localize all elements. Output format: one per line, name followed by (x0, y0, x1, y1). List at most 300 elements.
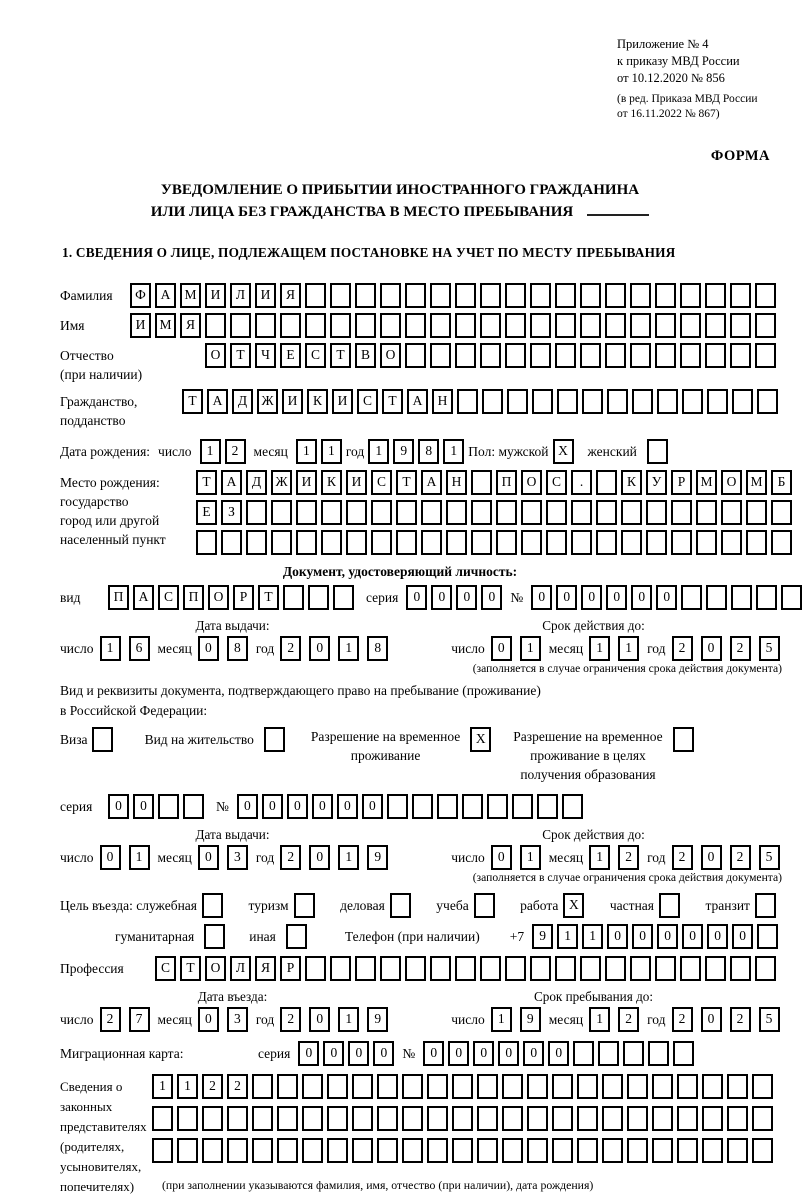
cell[interactable]: Т (230, 343, 251, 368)
res-number-input[interactable] (237, 794, 587, 819)
cell[interactable] (602, 1074, 623, 1099)
cell[interactable]: 0 (701, 845, 722, 870)
cell[interactable] (730, 343, 751, 368)
cell[interactable] (555, 283, 576, 308)
cell[interactable] (305, 956, 326, 981)
residence-permit-checkbox[interactable] (264, 727, 285, 752)
cell[interactable]: К (307, 389, 328, 414)
cell[interactable] (296, 500, 317, 525)
cell[interactable] (505, 956, 526, 981)
cell[interactable] (727, 1106, 748, 1131)
legal-rep-row1-input[interactable] (152, 1074, 777, 1099)
cell[interactable] (596, 530, 617, 555)
cell[interactable]: Т (180, 956, 201, 981)
cell[interactable] (352, 1074, 373, 1099)
cell[interactable] (471, 470, 492, 495)
cell[interactable] (396, 530, 417, 555)
cell[interactable]: 2 (280, 636, 301, 661)
cell[interactable] (527, 1074, 548, 1099)
cell[interactable] (706, 585, 727, 610)
cell[interactable]: О (721, 470, 742, 495)
cell[interactable] (430, 343, 451, 368)
cell[interactable] (412, 794, 433, 819)
cell[interactable] (696, 530, 717, 555)
cell[interactable] (596, 470, 617, 495)
stay-year-input[interactable] (672, 1007, 788, 1032)
cell[interactable]: 5 (759, 1007, 780, 1032)
cell[interactable] (727, 1074, 748, 1099)
cell[interactable] (580, 956, 601, 981)
cell[interactable] (630, 313, 651, 338)
cell[interactable] (671, 500, 692, 525)
temp-residence-checkbox[interactable]: X (470, 727, 491, 752)
cell[interactable] (371, 530, 392, 555)
cell[interactable] (355, 313, 376, 338)
cell[interactable]: 1 (177, 1074, 198, 1099)
cell[interactable]: 0 (337, 794, 358, 819)
cell[interactable] (705, 956, 726, 981)
cell[interactable] (627, 1074, 648, 1099)
cell[interactable] (627, 1138, 648, 1163)
cell[interactable] (680, 313, 701, 338)
cell[interactable] (183, 794, 204, 819)
cell[interactable]: 0 (362, 794, 383, 819)
cell[interactable] (646, 530, 667, 555)
cell[interactable]: П (183, 585, 204, 610)
cell[interactable] (552, 1074, 573, 1099)
phone-input[interactable] (532, 924, 782, 949)
purpose-transit-checkbox[interactable] (755, 893, 776, 918)
cell[interactable] (707, 389, 728, 414)
cell[interactable]: 1 (200, 439, 221, 464)
legal-rep-row3-input[interactable] (152, 1138, 777, 1163)
cell[interactable] (277, 1106, 298, 1131)
cell[interactable] (321, 500, 342, 525)
cell[interactable] (730, 283, 751, 308)
cell[interactable]: Т (196, 470, 217, 495)
cell[interactable]: 1 (491, 1007, 512, 1032)
cell[interactable]: Е (280, 343, 301, 368)
cell[interactable] (480, 343, 501, 368)
cell[interactable] (721, 530, 742, 555)
cell[interactable]: О (208, 585, 229, 610)
cell[interactable] (227, 1138, 248, 1163)
cell[interactable]: 0 (198, 845, 219, 870)
cell[interactable] (246, 500, 267, 525)
citizenship-input[interactable] (182, 389, 782, 414)
cell[interactable] (755, 343, 776, 368)
cell[interactable]: 8 (418, 439, 439, 464)
cell[interactable]: А (155, 283, 176, 308)
cell[interactable] (552, 1106, 573, 1131)
cell[interactable] (623, 1041, 644, 1066)
cell[interactable] (705, 283, 726, 308)
cell[interactable] (477, 1106, 498, 1131)
cell[interactable] (596, 500, 617, 525)
cell[interactable]: Я (180, 313, 201, 338)
cell[interactable]: 5 (759, 845, 780, 870)
cell[interactable]: А (221, 470, 242, 495)
cell[interactable]: 0 (701, 636, 722, 661)
cell[interactable]: Р (280, 956, 301, 981)
cell[interactable] (746, 530, 767, 555)
cell[interactable] (532, 389, 553, 414)
stay-day-input[interactable] (491, 1007, 549, 1032)
cell[interactable]: А (421, 470, 442, 495)
cell[interactable] (730, 956, 751, 981)
cell[interactable] (702, 1106, 723, 1131)
birth-month-input[interactable] (296, 439, 346, 464)
cell[interactable]: И (332, 389, 353, 414)
cell[interactable] (605, 283, 626, 308)
cell[interactable]: О (205, 343, 226, 368)
cell[interactable] (152, 1138, 173, 1163)
cell[interactable]: 0 (548, 1041, 569, 1066)
cell[interactable] (771, 530, 792, 555)
cell[interactable] (577, 1138, 598, 1163)
cell[interactable] (330, 283, 351, 308)
cell[interactable] (230, 313, 251, 338)
cell[interactable] (530, 283, 551, 308)
cell[interactable]: К (321, 470, 342, 495)
cell[interactable]: 2 (672, 636, 693, 661)
cell[interactable] (580, 343, 601, 368)
cell[interactable] (605, 956, 626, 981)
cell[interactable]: 1 (338, 636, 359, 661)
cell[interactable] (655, 313, 676, 338)
cell[interactable]: 1 (589, 1007, 610, 1032)
cell[interactable] (632, 389, 653, 414)
cell[interactable] (507, 389, 528, 414)
cell[interactable] (482, 389, 503, 414)
cell[interactable] (652, 1106, 673, 1131)
cell[interactable] (227, 1106, 248, 1131)
id-issue-day-input[interactable] (100, 636, 158, 661)
cell[interactable]: М (746, 470, 767, 495)
cell[interactable] (202, 1138, 223, 1163)
cell[interactable]: 1 (520, 636, 541, 661)
cell[interactable]: 0 (100, 845, 121, 870)
cell[interactable] (452, 1106, 473, 1131)
cell[interactable] (446, 500, 467, 525)
cell[interactable] (427, 1106, 448, 1131)
cell[interactable] (680, 956, 701, 981)
doc-series-input[interactable] (406, 585, 506, 610)
cell[interactable]: Ч (255, 343, 276, 368)
res-issue-year-input[interactable] (280, 845, 396, 870)
cell[interactable] (330, 313, 351, 338)
cell[interactable] (705, 313, 726, 338)
cell[interactable] (421, 500, 442, 525)
purpose-official-checkbox[interactable] (202, 893, 223, 918)
cell[interactable] (480, 313, 501, 338)
cell[interactable]: Л (230, 283, 251, 308)
cell[interactable] (205, 313, 226, 338)
cell[interactable]: 0 (323, 1041, 344, 1066)
cell[interactable]: 0 (473, 1041, 494, 1066)
cell[interactable]: 0 (309, 845, 330, 870)
cell[interactable]: О (380, 343, 401, 368)
cell[interactable] (271, 530, 292, 555)
cell[interactable] (696, 500, 717, 525)
cell[interactable] (521, 500, 542, 525)
cell[interactable] (677, 1138, 698, 1163)
cell[interactable] (246, 530, 267, 555)
cell[interactable]: 2 (672, 845, 693, 870)
cell[interactable]: 1 (321, 439, 342, 464)
cell[interactable] (655, 956, 676, 981)
cell[interactable]: 1 (338, 845, 359, 870)
cell[interactable]: 0 (607, 924, 628, 949)
cell[interactable] (555, 343, 576, 368)
cell[interactable] (430, 313, 451, 338)
cell[interactable] (673, 1041, 694, 1066)
cell[interactable]: У (646, 470, 667, 495)
cell[interactable] (730, 313, 751, 338)
cell[interactable]: И (296, 470, 317, 495)
cell[interactable] (627, 1106, 648, 1131)
cell[interactable]: О (521, 470, 542, 495)
cell[interactable] (537, 794, 558, 819)
cell[interactable] (277, 1074, 298, 1099)
cell[interactable] (746, 500, 767, 525)
cell[interactable]: И (205, 283, 226, 308)
cell[interactable] (327, 1106, 348, 1131)
cell[interactable]: 1 (520, 845, 541, 870)
cell[interactable] (605, 313, 626, 338)
surname-input[interactable] (130, 283, 780, 308)
cell[interactable]: 0 (198, 1007, 219, 1032)
res-issue-month-input[interactable] (198, 845, 256, 870)
cell[interactable]: 8 (367, 636, 388, 661)
cell[interactable]: 2 (280, 1007, 301, 1032)
mig-number-input[interactable] (423, 1041, 698, 1066)
res-series-input[interactable] (108, 794, 208, 819)
cell[interactable] (377, 1106, 398, 1131)
cell[interactable]: 0 (657, 924, 678, 949)
cell[interactable] (252, 1138, 273, 1163)
id-issue-year-input[interactable] (280, 636, 396, 661)
cell[interactable] (502, 1106, 523, 1131)
cell[interactable]: . (571, 470, 592, 495)
cell[interactable] (352, 1106, 373, 1131)
cell[interactable]: 0 (262, 794, 283, 819)
cell[interactable]: 1 (152, 1074, 173, 1099)
cell[interactable]: Ж (257, 389, 278, 414)
cell[interactable] (755, 956, 776, 981)
cell[interactable]: К (621, 470, 642, 495)
cell[interactable] (655, 343, 676, 368)
cell[interactable] (377, 1074, 398, 1099)
cell[interactable]: 5 (759, 636, 780, 661)
female-checkbox[interactable] (647, 439, 668, 464)
cell[interactable] (333, 585, 354, 610)
cell[interactable]: 0 (133, 794, 154, 819)
cell[interactable] (555, 313, 576, 338)
cell[interactable]: 1 (589, 636, 610, 661)
cell[interactable] (252, 1074, 273, 1099)
cell[interactable] (255, 313, 276, 338)
cell[interactable]: 0 (237, 794, 258, 819)
cell[interactable]: 0 (287, 794, 308, 819)
cell[interactable]: 6 (129, 636, 150, 661)
cell[interactable]: 0 (701, 1007, 722, 1032)
cell[interactable]: 1 (100, 636, 121, 661)
cell[interactable] (402, 1106, 423, 1131)
cell[interactable]: Т (182, 389, 203, 414)
cell[interactable] (446, 530, 467, 555)
cell[interactable] (355, 283, 376, 308)
purpose-private-checkbox[interactable] (659, 893, 680, 918)
cell[interactable] (480, 283, 501, 308)
cell[interactable] (562, 794, 583, 819)
cell[interactable] (705, 343, 726, 368)
purpose-business-checkbox[interactable] (390, 893, 411, 918)
cell[interactable]: 0 (523, 1041, 544, 1066)
cell[interactable] (555, 956, 576, 981)
cell[interactable]: З (221, 500, 242, 525)
id-valid-day-input[interactable] (491, 636, 549, 661)
cell[interactable] (727, 1138, 748, 1163)
cell[interactable]: Т (330, 343, 351, 368)
cell[interactable] (755, 313, 776, 338)
legal-rep-row2-input[interactable] (152, 1106, 777, 1131)
cell[interactable]: 0 (631, 585, 652, 610)
cell[interactable]: 0 (108, 794, 129, 819)
cell[interactable] (455, 283, 476, 308)
cell[interactable] (302, 1074, 323, 1099)
cell[interactable]: Т (258, 585, 279, 610)
cell[interactable]: В (355, 343, 376, 368)
cell[interactable]: С (305, 343, 326, 368)
cell[interactable] (527, 1138, 548, 1163)
stay-month-input[interactable] (589, 1007, 647, 1032)
cell[interactable] (521, 530, 542, 555)
cell[interactable]: 0 (431, 585, 452, 610)
cell[interactable]: 2 (730, 1007, 751, 1032)
cell[interactable] (530, 343, 551, 368)
cell[interactable]: 0 (606, 585, 627, 610)
cell[interactable] (621, 500, 642, 525)
cell[interactable] (677, 1106, 698, 1131)
cell[interactable] (732, 389, 753, 414)
purpose-study-checkbox[interactable] (474, 893, 495, 918)
cell[interactable] (580, 283, 601, 308)
cell[interactable]: М (155, 313, 176, 338)
cell[interactable] (771, 500, 792, 525)
cell[interactable] (302, 1106, 323, 1131)
cell[interactable] (530, 313, 551, 338)
cell[interactable] (655, 283, 676, 308)
cell[interactable] (755, 283, 776, 308)
cell[interactable]: 1 (582, 924, 603, 949)
cell[interactable]: Д (246, 470, 267, 495)
cell[interactable] (571, 530, 592, 555)
cell[interactable]: 0 (732, 924, 753, 949)
cell[interactable]: 2 (672, 1007, 693, 1032)
cell[interactable]: 0 (373, 1041, 394, 1066)
cell[interactable]: М (696, 470, 717, 495)
cell[interactable]: 7 (129, 1007, 150, 1032)
cell[interactable] (781, 585, 802, 610)
cell[interactable] (530, 956, 551, 981)
cell[interactable] (455, 343, 476, 368)
mig-series-input[interactable] (298, 1041, 398, 1066)
cell[interactable] (471, 530, 492, 555)
cell[interactable] (405, 343, 426, 368)
cell[interactable]: Д (232, 389, 253, 414)
cell[interactable] (396, 500, 417, 525)
birthplace-row3-input[interactable] (196, 530, 796, 555)
entry-year-input[interactable] (280, 1007, 396, 1032)
cell[interactable] (546, 530, 567, 555)
cell[interactable]: 1 (589, 845, 610, 870)
cell[interactable] (430, 956, 451, 981)
birth-day-input[interactable] (200, 439, 250, 464)
cell[interactable] (702, 1074, 723, 1099)
cell[interactable] (387, 794, 408, 819)
cell[interactable] (402, 1074, 423, 1099)
cell[interactable] (380, 313, 401, 338)
birthplace-row1-input[interactable] (196, 470, 796, 495)
cell[interactable]: 1 (557, 924, 578, 949)
cell[interactable] (757, 389, 778, 414)
cell[interactable] (573, 1041, 594, 1066)
id-issue-month-input[interactable] (198, 636, 256, 661)
birth-year-input[interactable] (368, 439, 468, 464)
cell[interactable]: 0 (556, 585, 577, 610)
cell[interactable]: 0 (423, 1041, 444, 1066)
cell[interactable] (496, 500, 517, 525)
cell[interactable]: 2 (202, 1074, 223, 1099)
doc-type-input[interactable] (108, 585, 358, 610)
cell[interactable]: 0 (312, 794, 333, 819)
res-valid-month-input[interactable] (589, 845, 647, 870)
cell[interactable]: 0 (448, 1041, 469, 1066)
cell[interactable] (221, 530, 242, 555)
cell[interactable] (602, 1106, 623, 1131)
cell[interactable]: С (158, 585, 179, 610)
cell[interactable] (405, 313, 426, 338)
cell[interactable] (330, 956, 351, 981)
cell[interactable]: 1 (618, 636, 639, 661)
cell[interactable] (527, 1106, 548, 1131)
birthplace-row2-input[interactable] (196, 500, 796, 525)
cell[interactable] (702, 1138, 723, 1163)
cell[interactable]: 0 (491, 636, 512, 661)
cell[interactable] (505, 283, 526, 308)
cell[interactable] (177, 1138, 198, 1163)
cell[interactable] (327, 1138, 348, 1163)
temp-residence-edu-checkbox[interactable] (673, 727, 694, 752)
cell[interactable] (605, 343, 626, 368)
cell[interactable]: 9 (520, 1007, 541, 1032)
cell[interactable] (505, 313, 526, 338)
cell[interactable] (437, 794, 458, 819)
cell[interactable] (652, 1074, 673, 1099)
cell[interactable] (427, 1074, 448, 1099)
cell[interactable] (455, 956, 476, 981)
cell[interactable] (505, 343, 526, 368)
cell[interactable] (405, 283, 426, 308)
cell[interactable] (502, 1138, 523, 1163)
purpose-humanitarian-checkbox[interactable] (204, 924, 225, 949)
cell[interactable] (496, 530, 517, 555)
cell[interactable] (380, 956, 401, 981)
cell[interactable] (752, 1138, 773, 1163)
cell[interactable]: 0 (198, 636, 219, 661)
cell[interactable] (557, 389, 578, 414)
